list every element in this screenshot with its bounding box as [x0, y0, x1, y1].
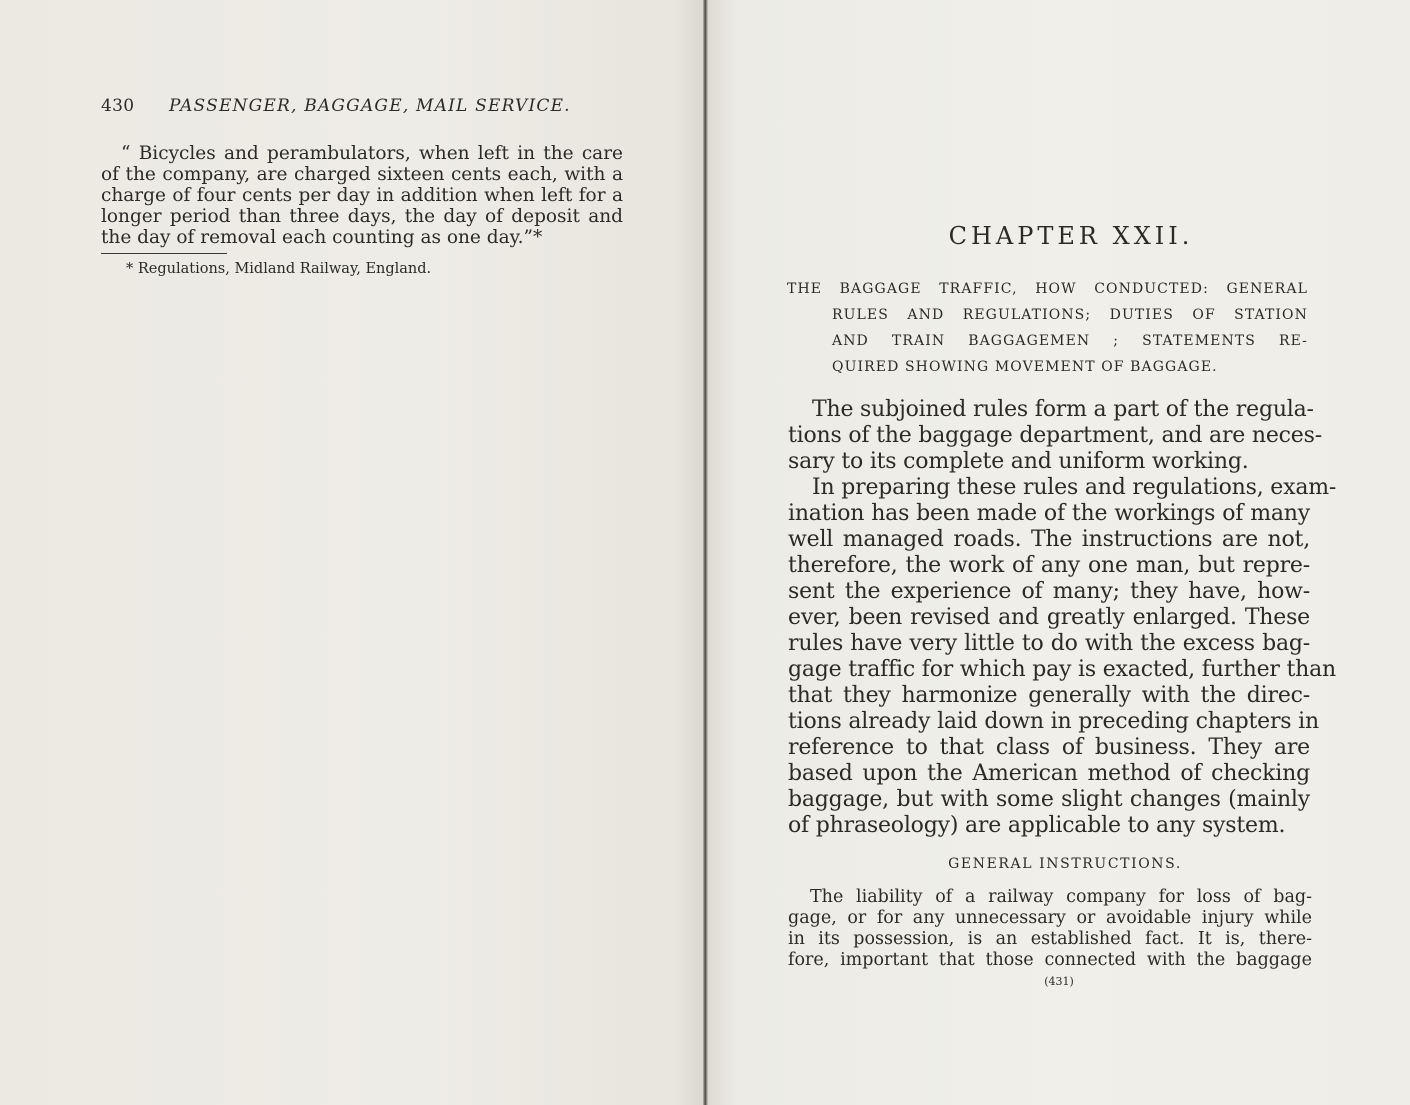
text-line: the day of removal each counting as one day.”*: [101, 227, 543, 248]
body-line: baggage, but with some slight changes (mainly: [788, 787, 1310, 812]
quoted-paragraph: [101, 143, 623, 248]
folio: (431): [1044, 975, 1074, 988]
footnote-rule: [101, 253, 227, 254]
text-line: charge of four cents per day in addition when left for a: [101, 185, 623, 206]
body-line: sent the experience of many; they have, how-: [788, 579, 1310, 604]
synopsis-line: THE BAGGAGE TRAFFIC, HOW CONDUCTED: GENERAL: [787, 281, 1308, 297]
text-line: of the company, are charged sixteen cents each, with a: [101, 164, 623, 185]
body-line: tions already laid down in preceding chapters in: [788, 709, 1319, 734]
footnote: * Regulations, Midland Railway, England.: [126, 261, 432, 277]
body-line: rules have very little to do with the excess bag-: [788, 631, 1310, 656]
section-line: in its possession, is an established fact. It is, there-: [788, 929, 1312, 949]
section-body: [788, 887, 1312, 971]
body-line: tions of the baggage department, and are neces-: [788, 423, 1322, 448]
section-heading: GENERAL INSTRUCTIONS.: [948, 856, 1182, 872]
section-line: gage, or for any unnecessary or avoidable injury while: [788, 908, 1312, 928]
body-line: reference to that class of business. They are: [788, 735, 1310, 760]
chapter-synopsis: [787, 276, 1308, 380]
section-line: The liability of a railway company for loss of bag-: [810, 887, 1312, 907]
running-head: [101, 96, 631, 116]
running-title: PASSENGER, BAGGAGE, MAIL SERVICE.: [169, 96, 571, 116]
body-line: ination has been made of the workings of many: [788, 501, 1310, 526]
synopsis-line: RULES AND REGULATIONS; DUTIES OF STATION: [832, 307, 1308, 323]
body-line: of phraseology) are applicable to any system.: [788, 813, 1286, 838]
body-line: gage traffic for which pay is exacted, further than: [788, 657, 1337, 682]
body-line: ever, been revised and greatly enlarged. These: [788, 605, 1310, 630]
body-line: In preparing these rules and regulations, exam-: [812, 475, 1337, 500]
section-line: fore, important that those connected with the baggage: [788, 950, 1312, 970]
synopsis-line: QUIRED SHOWING MOVEMENT OF BAGGAGE.: [832, 359, 1218, 375]
body-line: therefore, the work of any one man, but repre-: [788, 553, 1310, 578]
text-line: “ Bicycles and perambulators, when left in the care: [121, 143, 623, 164]
page-number: 430: [101, 96, 135, 116]
body-line: well managed roads. The instructions are not,: [788, 527, 1310, 552]
body-line: The subjoined rules form a part of the regula-: [812, 397, 1314, 422]
body-line: sary to its complete and uniform working.: [788, 449, 1249, 474]
synopsis-line: AND TRAIN BAGGAGEMEN ; STATEMENTS RE-: [832, 333, 1308, 349]
body-line: based upon the American method of checking: [788, 761, 1310, 786]
chapter-body: [788, 397, 1337, 839]
text-line: longer period than three days, the day of deposit and: [101, 206, 623, 227]
body-line: that they harmonize generally with the direc-: [788, 683, 1310, 708]
chapter-title: CHAPTER XXII.: [948, 222, 1194, 250]
